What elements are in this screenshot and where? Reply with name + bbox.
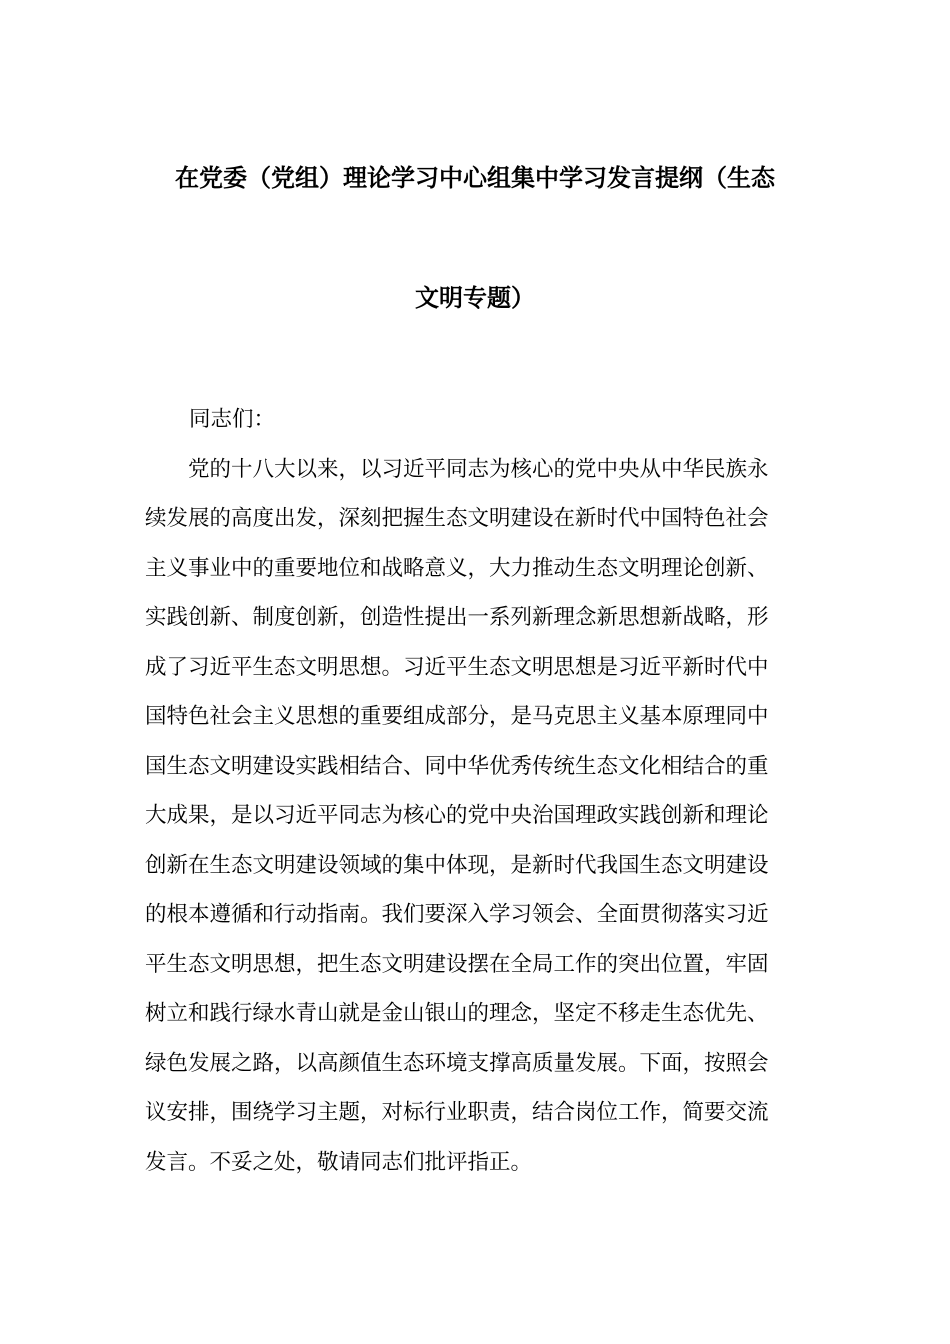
paragraph-line: 实践创新、制度创新，创造性提出一系列新理念新思想新战略，形 — [145, 605, 769, 630]
paragraph-line: 绿色发展之路，以高颜值生态环境支撑高质量发展。下面，按照会 — [145, 1051, 769, 1076]
paragraph-line: 国生态文明建设实践相结合、同中华优秀传统生态文化相结合的重 — [145, 754, 769, 779]
salutation: 同志们： — [189, 407, 276, 432]
paragraph-line: 大成果，是以习近平同志为核心的党中央治国理政实践创新和理论 — [145, 803, 769, 828]
paragraph-line: 党的十八大以来，以习近平同志为核心的党中央从中华民族永 — [188, 457, 769, 482]
paragraph-line: 主义事业中的重要地位和战略意义，大力推动生态文明理论创新、 — [145, 556, 769, 581]
paragraph-line: 国特色社会主义思想的重要组成部分，是马克思主义基本原理同中 — [145, 704, 769, 729]
document-title-line-1: 在党委（党组）理论学习中心组集中学习发言提纲（生态 — [175, 164, 775, 192]
paragraph-line: 的根本遵循和行动指南。我们要深入学习领会、全面贯彻落实习近 — [145, 902, 769, 927]
paragraph-line: 议安排，围绕学习主题，对标行业职责，结合岗位工作，简要交流 — [145, 1100, 769, 1125]
document-title-line-2: 文明专题） — [415, 284, 535, 312]
paragraph-line: 创新在生态文明建设领域的集中体现，是新时代我国生态文明建设 — [145, 853, 769, 878]
paragraph-line: 续发展的高度出发，深刻把握生态文明建设在新时代中国特色社会 — [145, 506, 769, 531]
paragraph-line: 成了习近平生态文明思想。习近平生态文明思想是习近平新时代中 — [145, 655, 769, 680]
paragraph-line: 平生态文明思想，把生态文明建设摆在全局工作的突出位置，牢固 — [145, 952, 769, 977]
paragraph-line: 树立和践行绿水青山就是金山银山的理念，坚定不移走生态优先、 — [145, 1001, 769, 1026]
paragraph-line: 发言。不妥之处，敬请同志们批评指正。 — [145, 1150, 533, 1175]
